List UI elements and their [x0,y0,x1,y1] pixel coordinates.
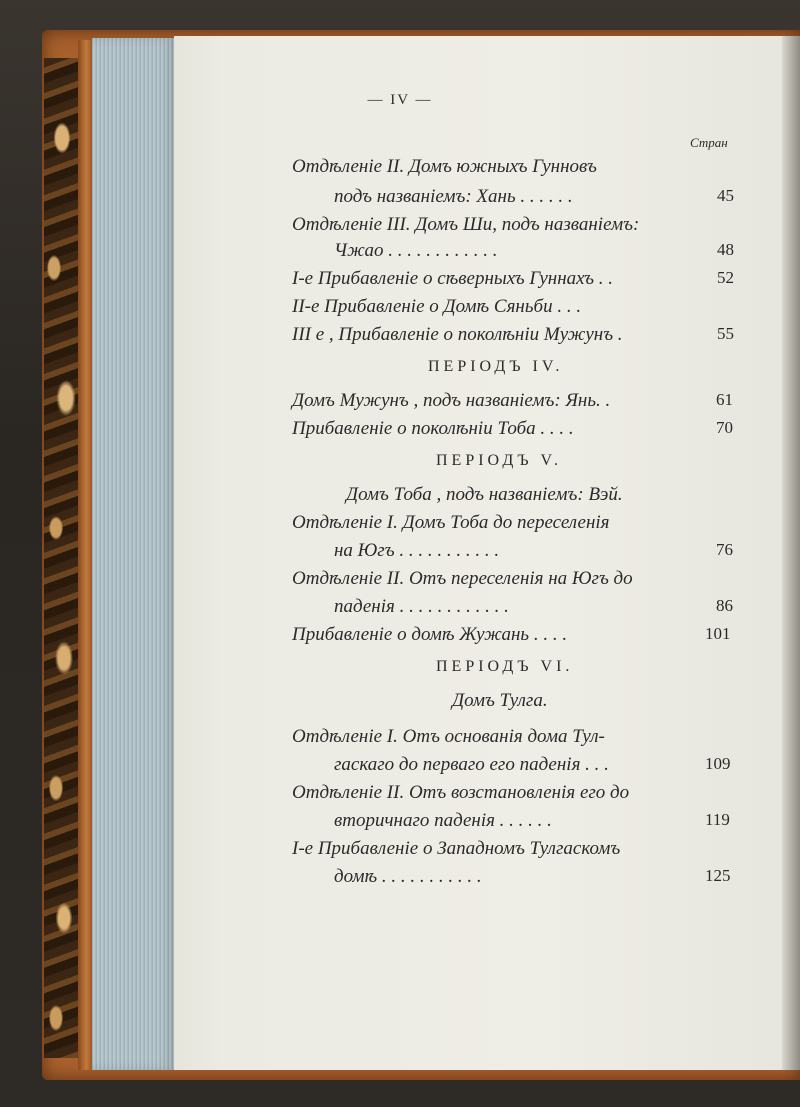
marbled-cover-paper [44,58,80,1058]
page-number: 45 [717,186,734,205]
page-number: 101 [705,624,731,643]
toc-line: гаскаго до перваго его паденія . . . [334,754,609,775]
section-subtitle: Домъ Тулга. [452,690,548,711]
toc-line: Чжао . . . . . . . . . . . . [334,240,498,261]
toc-line: Отдѣленіе III. Домъ Ши, подъ названіемъ: [292,214,640,235]
toc-line: подъ названіемъ: Хань . . . . . . [334,186,573,207]
toc-line: III е , Прибавленіе о поколѣніи Мужунъ . [292,324,623,345]
page-number: 76 [716,540,733,559]
toc-line: II-е Прибавленіе о Домѣ Сяньби . . . [292,296,582,317]
section-subtitle: Домъ Тоба , подъ названіемъ: Вэй. [346,484,623,505]
toc-line: паденія . . . . . . . . . . . . [334,596,509,617]
toc-line: домѣ . . . . . . . . . . . [334,866,482,887]
page-number: 70 [716,418,733,437]
page-gutter-shadow [782,36,800,1070]
toc-line: Отдѣленіе I. Домъ Тоба до переселенія [292,512,610,533]
period-heading: ПЕРIОДЪ IV. [428,358,564,375]
toc-line: Отдѣленіе II. Отъ переселенія на Югъ до [292,568,633,589]
page-number: 52 [717,268,734,287]
toc-line: на Югъ . . . . . . . . . . . [334,540,500,561]
toc-line: I-е Прибавленіе о Западномъ Тулгаскомъ [292,838,621,859]
toc-line: Прибавленіе о поколѣніи Тоба . . . . [292,418,574,439]
running-head: — IV — [367,92,433,108]
page-number: 48 [717,240,734,259]
toc-line: вторичнаго паденія . . . . . . [334,810,552,831]
page-number: 119 [705,810,730,829]
toc-line: I-е Прибавленіе о сѣверныхъ Гуннахъ . . [292,268,613,289]
leather-spine-edge [78,40,92,1070]
column-header: Стран [690,135,728,150]
page-number: 55 [717,324,734,343]
toc-line: Отдѣленіе II. Отъ возстановленія его до [292,782,630,803]
toc-line: Отдѣленіе I. Отъ основанія дома Тул- [292,726,605,747]
toc-line: Прибавленіе о домѣ Жужань . . . . [292,624,568,645]
page-block-edges [92,38,174,1070]
toc-line: Домъ Мужунъ , подъ названіемъ: Янь. . [292,390,611,411]
page-number: 86 [716,596,733,615]
toc-line: Отдѣленіе II. Домъ южныхъ Гунновъ [292,156,597,177]
period-heading: ПЕРIОДЪ VI. [436,658,574,675]
page-number: 109 [705,754,731,773]
page-number: 125 [705,866,731,885]
period-heading: ПЕРIОДЪ V. [436,452,563,469]
page-number: 61 [716,390,733,409]
